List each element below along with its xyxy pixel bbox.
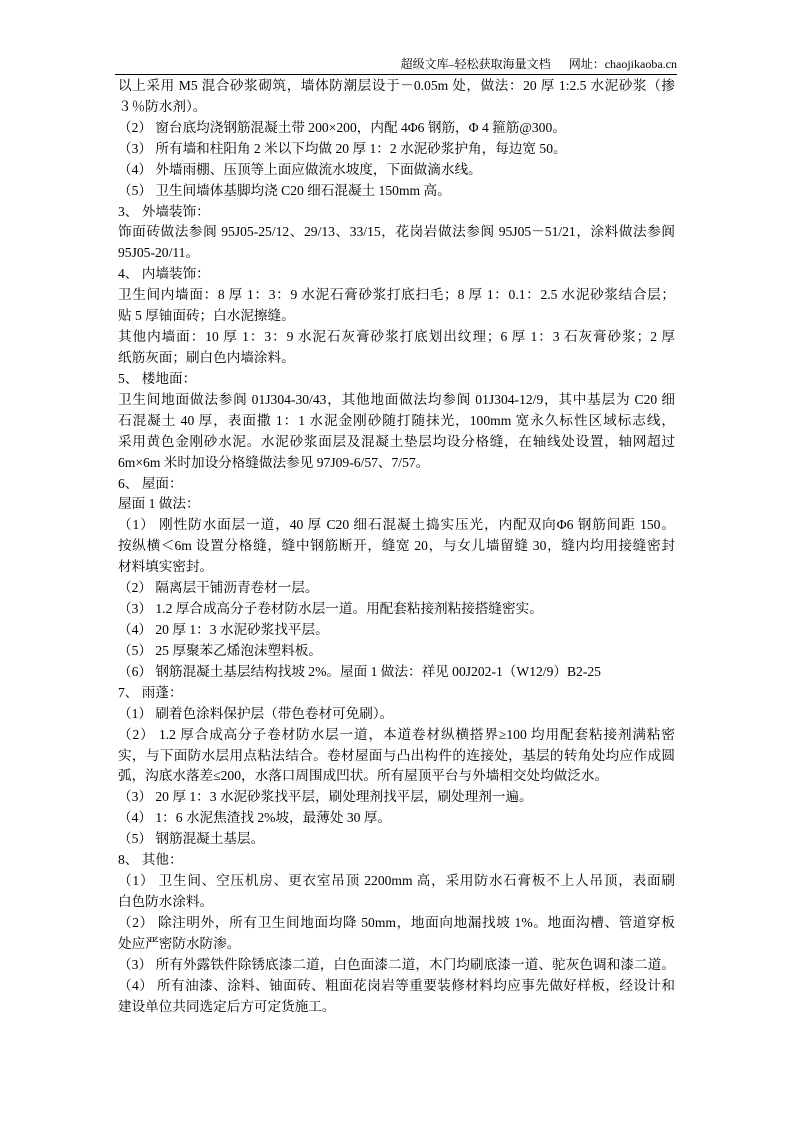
text-line: （2） 隔离层干铺沥青卷材一层。	[118, 580, 319, 596]
text-line: 饰面砖做法参阆 95J05-25/12、29/13、33/15，花岗岩做法参阆 95J05－51/21，涂料做法参阆	[118, 224, 675, 240]
text-line: 6m×6m 米时加设分格缝做法参见 97J09-6/57、7/57。	[118, 454, 430, 470]
header-site-name: 超级文库–轻松获取海量文档	[400, 57, 551, 71]
document-body	[118, 76, 675, 1017]
text-line: （4） 1：6 水泥焦渣找 2%坡，最薄处 30 厚。	[118, 810, 392, 826]
text-line: 屋面 1 做法：	[118, 496, 200, 512]
text-line: （2） 除注明外，所有卫生间地面均降 50mm，地面向地漏找坡 1%。地面沟槽、管道穿板	[118, 914, 675, 930]
text-line: 材料填实密封。	[118, 559, 214, 575]
text-line: 建设单位共同选定后方可定货施工。	[118, 998, 336, 1014]
text-line: （6） 钢筋混凝土基层结构找坡 2%。屋面 1 做法：祥见 00J202-1（W12/9）B2-25	[118, 663, 601, 679]
text-line: 6、 屋面：	[118, 475, 183, 491]
text-line: 4、 内墙装饰：	[118, 266, 210, 282]
page-header	[115, 55, 677, 73]
text-line: （1） 刷着色涂料保护层（带色卷材可免刷）。	[118, 705, 394, 721]
text-line: 8、 其他：	[118, 852, 183, 868]
text-line: 实，与下面防水层用点粘法结合。卷材屋面与凸出构件的连接处，基层的转角处均应作成圆	[118, 747, 675, 763]
text-line: 3、 外墙装饰：	[118, 203, 210, 219]
text-line: （4） 所有油漆、涂料、铀面砖、粗面花岗岩等重要装修材料均应事先做好样板，经设计和	[118, 977, 675, 993]
text-line: 弧，沟底水落差≤200，水落口周围成凹状。所有屋顶平台与外墙相交处均做泛水。	[118, 768, 609, 784]
text-line: （3） 所有墙和柱阳角 2 米以下均做 20 厚 1：2 水泥砂浆护角，每边宽 50。	[118, 140, 567, 156]
text-line: ３％防水剂）。	[118, 98, 207, 114]
text-line: （5） 卫生间墙体基脚均浇 C20 细石混凝土 150mm 高。	[118, 182, 451, 198]
text-line: 卫生间内墙面：8 厚 1：3：9 水泥石膏砂浆打底扫毛；8 厚 1：0.1：2.5 水泥砂浆结合层；	[118, 287, 675, 303]
text-line: 以上采用 M5 混合砂浆砌筑，墙体防潮层设于－0.05m 处，做法：20 厚 1:2.5 水泥砂浆（掺	[118, 78, 675, 93]
text-line: （1） 卫生间、空压机房、更衣室吊顶 2200mm 高，采用防水石膏板不上人吊顶，表面刷	[118, 873, 675, 889]
text-line: 白色防水涂料。	[118, 893, 214, 909]
text-line: （3） 所有外露铁件除锈底漆二道，白色面漆二道，木门均刷底漆一道、驼灰色调和漆二道。	[118, 956, 675, 972]
text-line: （3） 1.2 厚合成高分子卷材防水层一道。用配套粘接剂粘接搭缝密实。	[118, 601, 543, 617]
header-url: 网址：chaojikaoba.cn	[568, 57, 677, 71]
text-line: 贴 5 厚铀面砖；白水泥擦缝。	[118, 308, 295, 324]
text-line: （4） 20 厚 1：3 水泥砂浆找平层。	[118, 621, 329, 637]
text-line: 按纵横＜6m 设置分格缝，缝中钢筋断开，缝宽 20，与女儿墙留缝 30，缝内均用接缝密封	[118, 538, 675, 554]
text-line: （4） 外墙雨棚、压顶等上面应做流水坡度，下面做滴水线。	[118, 161, 482, 177]
text-line: 95J05-20/11。	[118, 245, 200, 261]
text-line: 卫生间地面做法参阆 01J304-30/43，其他地面做法均参阆 01J304-12/9，其中基层为 C20 细	[118, 391, 675, 407]
text-line: （2） 1.2 厚合成高分子卷材防水层一道，本道卷材纵横搭界≥100 均用配套粘接剂满粘密	[118, 726, 675, 742]
text-line: （1） 刚性防水面层一道，40 厚 C20 细石混凝土捣实压光，内配双向Φ6 钢筋间距 150。	[118, 517, 675, 533]
text-line: （5） 钢筋混凝土基层。	[118, 831, 265, 847]
text-line: 7、 雨蓬：	[118, 684, 183, 700]
text-line: 纸筋灰面；刷白色内墙涂料。	[118, 349, 295, 365]
text-line: （3） 20 厚 1：3 水泥砂浆找平层，刷处理剂找平层，刷处理剂一遍。	[118, 789, 533, 805]
header-rule	[115, 74, 677, 75]
text-line: （5） 25 厚聚苯乙烯泡沫塑料板。	[118, 642, 322, 658]
text-line: 石混凝土 40 厚，表面撒 1：1 水泥金刚砂随打随抹光，100mm 宽永久标性区域标志线，	[118, 412, 675, 428]
text-line: 采用黄色金刚砂水泥。水泥砂浆面层及混凝土垫层均设分格缝，在轴线处设置，轴网超过	[118, 433, 675, 449]
text-line: 处应严密防水防渗。	[118, 935, 241, 951]
text-line: 其他内墙面：10 厚 1：3：9 水泥石灰膏砂浆打底划出纹理；6 厚 1：3 石灰膏砂浆；2 厚	[118, 329, 675, 345]
text-line: 5、 楼地面：	[118, 370, 197, 386]
text-line: （2） 窗台底均浇钢筋混凝土带 200×200，内配 4Φ6 钢筋，Φ 4 箍筋@300。	[118, 119, 566, 135]
